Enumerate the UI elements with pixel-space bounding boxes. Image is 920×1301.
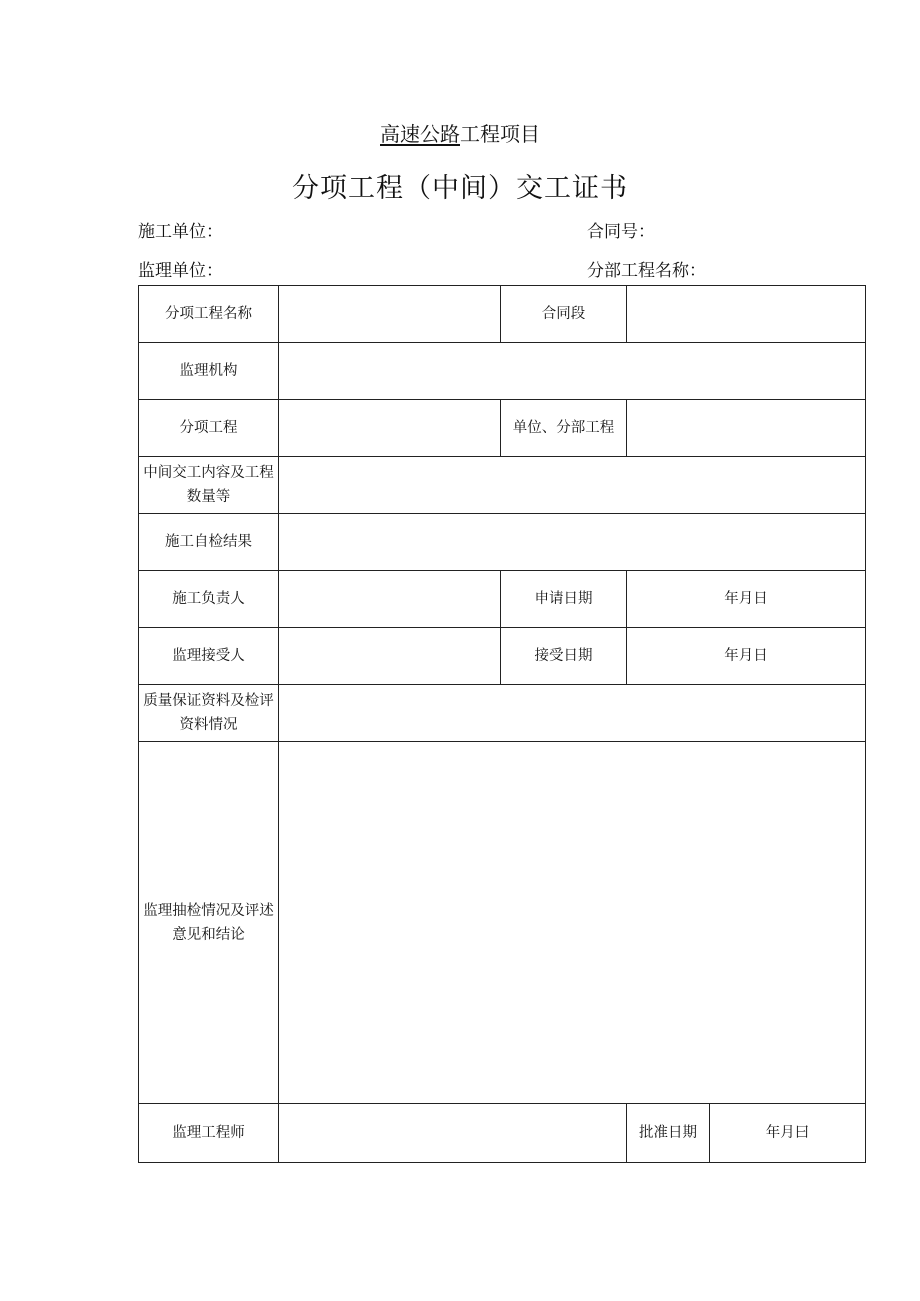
quality-docs-field[interactable] xyxy=(279,685,866,742)
self-check-field[interactable] xyxy=(279,514,866,571)
handover-form-table xyxy=(138,285,866,1163)
accept-date-value[interactable]: 年月日 xyxy=(627,628,866,685)
approve-date-label: 批准日期 xyxy=(627,1104,710,1163)
apply-date-value[interactable]: 年月日 xyxy=(627,571,866,628)
handover-content-field[interactable] xyxy=(279,457,866,514)
construction-unit-label: 施工单位： xyxy=(138,222,223,242)
sub-division-name-label: 分部工程名称： xyxy=(587,261,706,281)
table-row xyxy=(139,742,866,1104)
sub-item-field[interactable] xyxy=(279,400,501,457)
contractor-manager-field[interactable] xyxy=(279,571,501,628)
approve-date-value[interactable]: 年月曰 xyxy=(710,1104,866,1163)
contract-section-field[interactable] xyxy=(627,286,866,343)
inspection-label: 监理抽检情况及评述意见和结论 xyxy=(139,742,279,1104)
table-row xyxy=(139,400,866,457)
contract-section-label: 合同段 xyxy=(501,286,627,343)
handover-content-label: 中间交工内容及工程数量等 xyxy=(139,457,279,514)
unit-division-field[interactable] xyxy=(627,400,866,457)
supervision-receiver-label: 监理接受人 xyxy=(139,628,279,685)
table-row xyxy=(139,1104,866,1163)
table-row xyxy=(139,343,866,400)
table-row xyxy=(139,457,866,514)
supervision-unit-label: 监理单位： xyxy=(138,261,223,281)
sub-item-label: 分项工程 xyxy=(139,400,279,457)
engineer-label: 监理工程师 xyxy=(139,1104,279,1163)
item-name-field[interactable] xyxy=(279,286,501,343)
document-title: 分项工程（中间）交工证书 xyxy=(292,173,628,204)
unit-division-label: 单位、分部工程 xyxy=(501,400,627,457)
project-title-underlined: 高速公路 xyxy=(380,122,460,146)
table-row xyxy=(139,286,866,343)
table-row xyxy=(139,571,866,628)
contractor-manager-label: 施工负责人 xyxy=(139,571,279,628)
apply-date-label: 申请日期 xyxy=(501,571,627,628)
supervision-org-label: 监理机构 xyxy=(139,343,279,400)
self-check-label: 施工自检结果 xyxy=(139,514,279,571)
supervision-org-field[interactable] xyxy=(279,343,866,400)
table-row xyxy=(139,685,866,742)
engineer-field[interactable] xyxy=(279,1104,627,1163)
project-title xyxy=(0,118,920,147)
contract-no-label: 合同号： xyxy=(587,222,655,242)
supervision-receiver-field[interactable] xyxy=(279,628,501,685)
project-title-rest: 工程项目 xyxy=(460,122,540,146)
table-row xyxy=(139,514,866,571)
item-name-label: 分项工程名称 xyxy=(139,286,279,343)
quality-docs-label: 质量保证资料及检评资料情况 xyxy=(139,685,279,742)
inspection-field[interactable] xyxy=(279,742,866,1104)
table-row xyxy=(139,628,866,685)
accept-date-label: 接受日期 xyxy=(501,628,627,685)
